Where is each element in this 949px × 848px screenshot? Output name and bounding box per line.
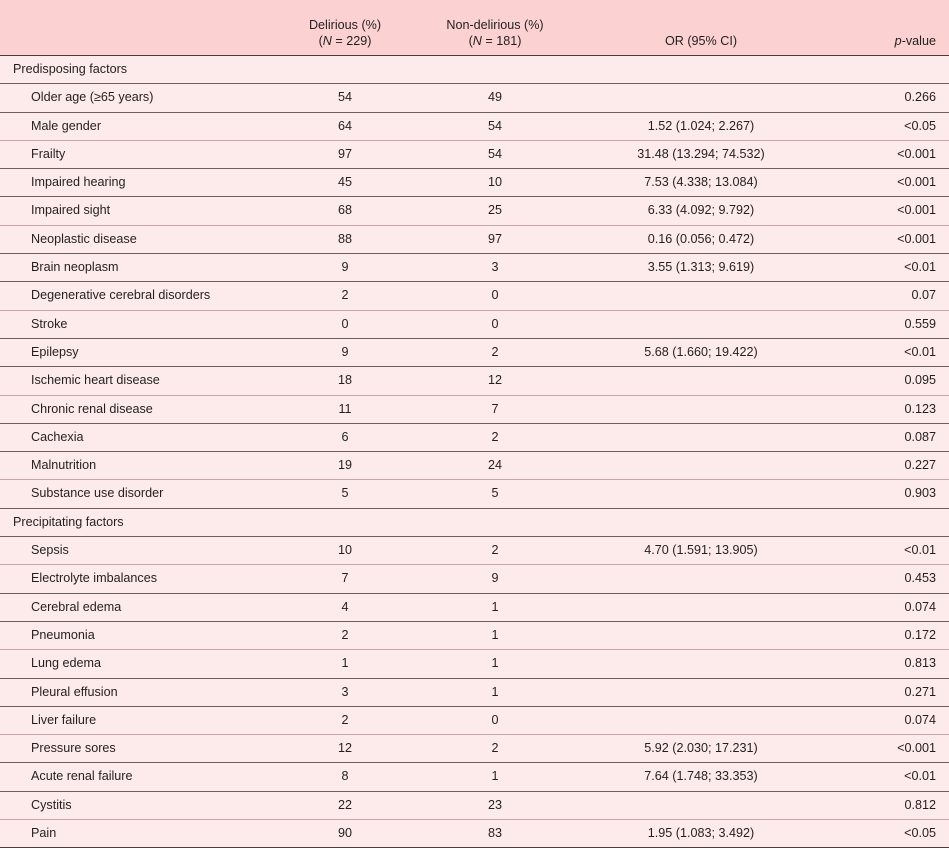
row-p-value: <0.001 <box>816 140 949 168</box>
row-p-value: 0.559 <box>816 310 949 338</box>
row-non-delirious-percent: 5 <box>404 480 586 508</box>
table-row <box>0 621 949 649</box>
row-delirious-percent: 12 <box>286 735 404 763</box>
row-delirious-percent: 54 <box>286 84 404 112</box>
row-non-delirious-percent: 9 <box>404 565 586 593</box>
row-odds-ratio: 7.64 (1.748; 33.353) <box>586 763 816 791</box>
column-header-non-delirious-line1: Non-delirious (%) <box>446 18 544 32</box>
row-non-delirious-percent: 1 <box>404 763 586 791</box>
row-factor-label: Electrolyte imbalances <box>0 565 286 593</box>
row-odds-ratio: 7.53 (4.338; 13.084) <box>586 169 816 197</box>
row-factor-label: Impaired hearing <box>0 169 286 197</box>
row-delirious-percent: 88 <box>286 225 404 253</box>
table-row <box>0 480 949 508</box>
row-delirious-percent: 68 <box>286 197 404 225</box>
row-p-value: 0.074 <box>816 706 949 734</box>
row-delirious-percent: 9 <box>286 254 404 282</box>
row-non-delirious-percent: 2 <box>404 338 586 366</box>
table-row <box>0 367 949 395</box>
row-non-delirious-percent: 1 <box>404 593 586 621</box>
row-p-value: 0.266 <box>816 84 949 112</box>
column-header-p-value-label <box>816 34 936 50</box>
row-non-delirious-percent: 0 <box>404 282 586 310</box>
table-row <box>0 225 949 253</box>
row-delirious-percent: 64 <box>286 112 404 140</box>
row-odds-ratio <box>586 310 816 338</box>
row-odds-ratio <box>586 791 816 819</box>
row-p-value: 0.07 <box>816 282 949 310</box>
column-header-delirious-line2 <box>286 34 404 50</box>
table-row <box>0 84 949 112</box>
row-non-delirious-percent: 0 <box>404 706 586 734</box>
table-row <box>0 254 949 282</box>
table-header <box>0 0 949 56</box>
row-delirious-percent: 7 <box>286 565 404 593</box>
row-odds-ratio: 4.70 (1.591; 13.905) <box>586 537 816 565</box>
row-factor-label: Substance use disorder <box>0 480 286 508</box>
row-factor-label: Older age (≥65 years) <box>0 84 286 112</box>
table-row <box>0 140 949 168</box>
row-delirious-percent: 18 <box>286 367 404 395</box>
row-odds-ratio <box>586 452 816 480</box>
row-section-label: Precipitating factors <box>0 508 286 536</box>
row-p-value <box>816 508 949 536</box>
row-delirious-percent: 90 <box>286 820 404 848</box>
row-factor-label: Ischemic heart disease <box>0 367 286 395</box>
row-odds-ratio <box>586 650 816 678</box>
row-odds-ratio: 3.55 (1.313; 9.619) <box>586 254 816 282</box>
row-odds-ratio <box>586 565 816 593</box>
row-non-delirious-percent: 3 <box>404 254 586 282</box>
table-row <box>0 452 949 480</box>
table-row <box>0 565 949 593</box>
table-row <box>0 706 949 734</box>
p-value-suffix: -value <box>901 33 936 48</box>
row-non-delirious-percent: 24 <box>404 452 586 480</box>
row-delirious-percent: 0 <box>286 310 404 338</box>
table-row <box>0 423 949 451</box>
n-value: = 181) <box>481 33 522 48</box>
n-value: = 229) <box>331 33 372 48</box>
row-p-value: <0.05 <box>816 820 949 848</box>
row-factor-label: Pneumonia <box>0 621 286 649</box>
row-factor-label: Impaired sight <box>0 197 286 225</box>
column-header-delirious-line1: Delirious (%) <box>308 18 382 32</box>
paren-open: ( <box>318 33 323 48</box>
row-non-delirious-percent <box>404 508 586 536</box>
table-row <box>0 763 949 791</box>
row-p-value: 0.123 <box>816 395 949 423</box>
row-p-value: 0.087 <box>816 423 949 451</box>
row-odds-ratio <box>586 56 816 84</box>
row-factor-label: Cachexia <box>0 423 286 451</box>
row-p-value <box>816 56 949 84</box>
row-p-value: <0.001 <box>816 225 949 253</box>
row-factor-label: Male gender <box>0 112 286 140</box>
row-odds-ratio: 31.48 (13.294; 74.532) <box>586 140 816 168</box>
row-non-delirious-percent: 1 <box>404 650 586 678</box>
row-factor-label: Stroke <box>0 310 286 338</box>
row-non-delirious-percent: 54 <box>404 140 586 168</box>
row-delirious-percent: 2 <box>286 621 404 649</box>
row-p-value: 0.271 <box>816 678 949 706</box>
row-p-value: 0.172 <box>816 621 949 649</box>
row-odds-ratio <box>586 706 816 734</box>
row-non-delirious-percent: 2 <box>404 423 586 451</box>
p-symbol: p <box>894 33 902 48</box>
row-p-value: 0.453 <box>816 565 949 593</box>
row-p-value: <0.001 <box>816 169 949 197</box>
column-header-odds-ratio <box>586 0 816 56</box>
row-non-delirious-percent: 1 <box>404 678 586 706</box>
row-factor-label: Degenerative cerebral disorders <box>0 282 286 310</box>
row-odds-ratio <box>586 593 816 621</box>
table-header-row <box>0 0 949 56</box>
row-non-delirious-percent: 2 <box>404 537 586 565</box>
row-p-value: 0.813 <box>816 650 949 678</box>
row-odds-ratio: 0.16 (0.056; 0.472) <box>586 225 816 253</box>
column-header-label <box>0 0 286 56</box>
column-header-p-value <box>816 0 949 56</box>
row-odds-ratio <box>586 423 816 451</box>
row-delirious-percent: 1 <box>286 650 404 678</box>
row-non-delirious-percent <box>404 56 586 84</box>
n-symbol: N <box>322 33 332 48</box>
row-delirious-percent: 2 <box>286 706 404 734</box>
table-row <box>0 310 949 338</box>
row-factor-label: Lung edema <box>0 650 286 678</box>
paren-open: ( <box>468 33 473 48</box>
row-p-value: <0.01 <box>816 254 949 282</box>
row-delirious-percent: 97 <box>286 140 404 168</box>
table-row <box>0 735 949 763</box>
row-delirious-percent: 22 <box>286 791 404 819</box>
row-p-value: 0.812 <box>816 791 949 819</box>
row-delirious-percent: 45 <box>286 169 404 197</box>
row-factor-label: Acute renal failure <box>0 763 286 791</box>
table-row <box>0 820 949 848</box>
row-factor-label: Pressure sores <box>0 735 286 763</box>
table-body <box>0 56 949 848</box>
row-delirious-percent: 4 <box>286 593 404 621</box>
row-p-value: <0.001 <box>816 197 949 225</box>
table-section-row <box>0 56 949 84</box>
row-delirious-percent <box>286 56 404 84</box>
row-factor-label: Epilepsy <box>0 338 286 366</box>
row-non-delirious-percent: 1 <box>404 621 586 649</box>
row-non-delirious-percent: 49 <box>404 84 586 112</box>
row-odds-ratio: 6.33 (4.092; 9.792) <box>586 197 816 225</box>
row-non-delirious-percent: 0 <box>404 310 586 338</box>
row-non-delirious-percent: 2 <box>404 735 586 763</box>
row-non-delirious-percent: 12 <box>404 367 586 395</box>
row-odds-ratio <box>586 84 816 112</box>
row-p-value: <0.01 <box>816 537 949 565</box>
row-p-value: 0.903 <box>816 480 949 508</box>
table-section-row <box>0 508 949 536</box>
row-factor-label: Malnutrition <box>0 452 286 480</box>
table-row <box>0 338 949 366</box>
table-row <box>0 678 949 706</box>
row-non-delirious-percent: 10 <box>404 169 586 197</box>
row-odds-ratio <box>586 367 816 395</box>
row-factor-label: Pleural effusion <box>0 678 286 706</box>
row-delirious-percent: 9 <box>286 338 404 366</box>
row-non-delirious-percent: 54 <box>404 112 586 140</box>
row-factor-label: Liver failure <box>0 706 286 734</box>
table-row <box>0 537 949 565</box>
row-non-delirious-percent: 7 <box>404 395 586 423</box>
row-p-value: <0.01 <box>816 338 949 366</box>
table-row <box>0 593 949 621</box>
table-row <box>0 112 949 140</box>
table-row <box>0 791 949 819</box>
row-p-value: <0.01 <box>816 763 949 791</box>
row-delirious-percent: 19 <box>286 452 404 480</box>
row-delirious-percent: 8 <box>286 763 404 791</box>
table-row <box>0 395 949 423</box>
row-delirious-percent: 3 <box>286 678 404 706</box>
row-delirious-percent: 2 <box>286 282 404 310</box>
row-non-delirious-percent: 97 <box>404 225 586 253</box>
column-header-odds-ratio-label: OR (95% CI) <box>664 33 738 48</box>
row-factor-label: Frailty <box>0 140 286 168</box>
row-non-delirious-percent: 83 <box>404 820 586 848</box>
column-header-delirious <box>286 0 404 56</box>
row-delirious-percent: 10 <box>286 537 404 565</box>
row-odds-ratio: 5.92 (2.030; 17.231) <box>586 735 816 763</box>
row-factor-label: Cystitis <box>0 791 286 819</box>
row-section-label: Predisposing factors <box>0 56 286 84</box>
n-symbol: N <box>472 33 482 48</box>
row-odds-ratio <box>586 678 816 706</box>
row-non-delirious-percent: 23 <box>404 791 586 819</box>
row-odds-ratio: 5.68 (1.660; 19.422) <box>586 338 816 366</box>
row-odds-ratio: 1.52 (1.024; 2.267) <box>586 112 816 140</box>
table-row <box>0 650 949 678</box>
row-delirious-percent: 11 <box>286 395 404 423</box>
row-odds-ratio <box>586 395 816 423</box>
row-delirious-percent <box>286 508 404 536</box>
row-odds-ratio <box>586 282 816 310</box>
row-p-value: <0.05 <box>816 112 949 140</box>
row-odds-ratio <box>586 621 816 649</box>
row-odds-ratio: 1.95 (1.083; 3.492) <box>586 820 816 848</box>
row-delirious-percent: 5 <box>286 480 404 508</box>
row-p-value: 0.095 <box>816 367 949 395</box>
row-factor-label: Chronic renal disease <box>0 395 286 423</box>
row-p-value: 0.227 <box>816 452 949 480</box>
table-row <box>0 169 949 197</box>
row-factor-label: Brain neoplasm <box>0 254 286 282</box>
column-header-non-delirious <box>404 0 586 56</box>
table-row <box>0 282 949 310</box>
row-p-value: 0.074 <box>816 593 949 621</box>
row-factor-label: Sepsis <box>0 537 286 565</box>
row-factor-label: Pain <box>0 820 286 848</box>
row-delirious-percent: 6 <box>286 423 404 451</box>
row-non-delirious-percent: 25 <box>404 197 586 225</box>
row-factor-label: Cerebral edema <box>0 593 286 621</box>
table-row <box>0 197 949 225</box>
row-odds-ratio <box>586 508 816 536</box>
row-factor-label: Neoplastic disease <box>0 225 286 253</box>
row-p-value: <0.001 <box>816 735 949 763</box>
column-header-non-delirious-line2 <box>404 34 586 50</box>
row-odds-ratio <box>586 480 816 508</box>
